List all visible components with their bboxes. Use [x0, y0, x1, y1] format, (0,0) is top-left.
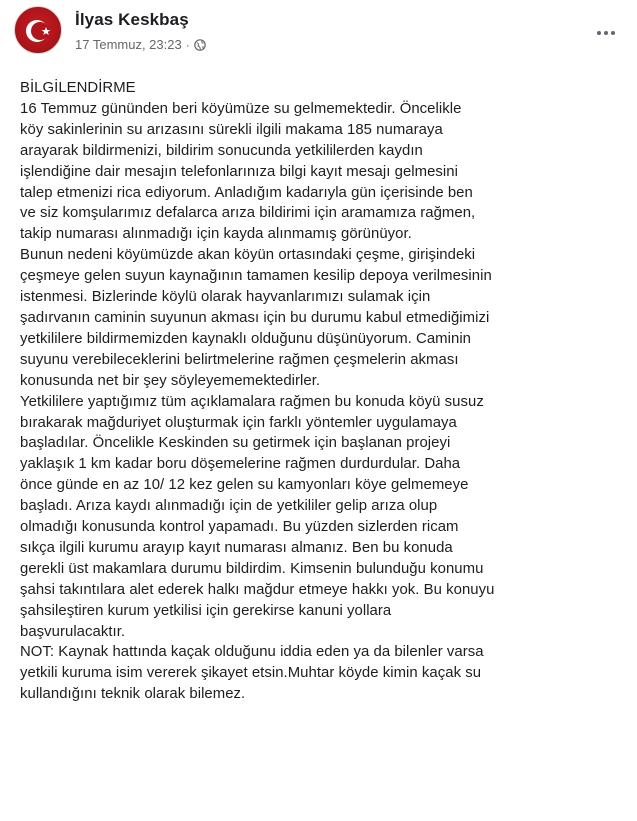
post-line: başvurulacaktır.: [20, 623, 126, 640]
post-line: başladılar. Öncelikle Keskinden su getirmek için başlanan projeyi: [20, 435, 451, 452]
author-name[interactable]: İlyas Keskbaş: [75, 10, 189, 29]
post-line: istenmesi. Bizlerinde köylü olarak hayvanlarımızı sulamak için: [20, 289, 431, 306]
post-line: suyunu verebileceklerini belirtmelerine rağmen çeşmelerin akması: [20, 351, 459, 368]
post-line: NOT: Kaynak hattında kaçak olduğunu iddia eden ya da bilenler varsa: [20, 644, 484, 661]
post-line: yaklaşık 1 km kadar boru döşemelerine rağmen durdurdular. Daha: [20, 456, 461, 473]
meta-separator: ·: [185, 37, 190, 52]
post-line: Yetkililere yaptığımız tüm açıklamalara rağmen bu konuda köyü susuz: [20, 393, 484, 410]
post-line: yetkili kuruma isim vererek şikayet etsin.Muhtar köyde kimin kaçak su: [20, 665, 482, 682]
post-line: çeşmeye gelen suyun kaynağının tamamen kesilip depoya verilmesinin: [20, 268, 492, 285]
post-timestamp[interactable]: 17 Temmuz, 23:23: [75, 37, 182, 52]
globe-icon: [194, 39, 206, 51]
post-line: önce günde en az 10/ 12 kez gelen su kamyonları köye gelmemeye: [20, 477, 469, 494]
post-line: gerekli üst makamlara durumu bildirdim. Kimsenin bulunduğu konumu: [20, 560, 484, 577]
post-line: arayarak bildirmenizi, bildirim sonucunda yetkililerden kaydın: [20, 142, 423, 159]
avatar[interactable]: [14, 6, 62, 54]
more-options-button[interactable]: [593, 24, 619, 42]
post-line: sıkça ilgili kurumu arayıp kayıt numarası almanız. Ben bu konuda: [20, 539, 453, 556]
post-meta: [75, 37, 206, 52]
post-line: şahsi takıntılara alet ederek halkı mağdur etmeye hakkı yok. Bu konuyu: [20, 581, 495, 598]
post-line: ve siz komşularımız defalarca arıza bildirimi için aramamıza rağmen,: [20, 205, 476, 222]
post-line: konusunda net bir şey söyleyememektedirler.: [20, 372, 321, 389]
post-line: Bunun nedeni köyümüzde akan köyün ortasındaki çeşme, girişindeki: [20, 247, 476, 264]
crescent-star-icon: [15, 7, 62, 54]
post-header: [14, 6, 623, 64]
post-line: olmadığı konusunda kontrol yapamadı. Bu yüzden sizlerden ricam: [20, 519, 459, 536]
post-line: BİLGİLENDİRME: [20, 80, 136, 96]
post-line: köy sakinlerinin su arızasını sürekli ilgili makama 185 numaraya: [20, 121, 443, 138]
post-line: yetkililere bildirmemizden kaynaklı olduğunu düşünüyorum. Caminin: [20, 330, 472, 347]
more-options-icon: [596, 30, 616, 36]
post-text: [20, 78, 625, 705]
post-line: 16 Temmuz gününden beri köyümüze su gelmemektedir. Öncelikle: [20, 100, 462, 117]
post-line: bırakarak mağduriyet oluşturmak için farklı yöntemler uygulamaya: [20, 414, 457, 431]
post-line: kullandığını teknik olarak bilemez.: [20, 686, 246, 703]
post-line: işlendiğine dair mesajın telefonlarınıza bilgi kayıt mesajı gelmesini: [20, 163, 458, 180]
post-line: şahsileştiren kurum yetkilisi için gerekirse kanuni yollara: [20, 602, 392, 619]
post-line: başladı. Arıza kaydı alınmadığı için de yetkililer gelip arıza olup: [20, 498, 438, 515]
post-line: talep etmenizi rica ediyorum. Anladığım kadarıyla gün içerisinde ben: [20, 184, 473, 201]
post-line: şadırvanın caminin suyunun akması için bu durumu kabul etmediğimizi: [20, 309, 490, 326]
post-line: takip numarası alınmadığı için kayda alınmamış görünüyor.: [20, 226, 412, 243]
